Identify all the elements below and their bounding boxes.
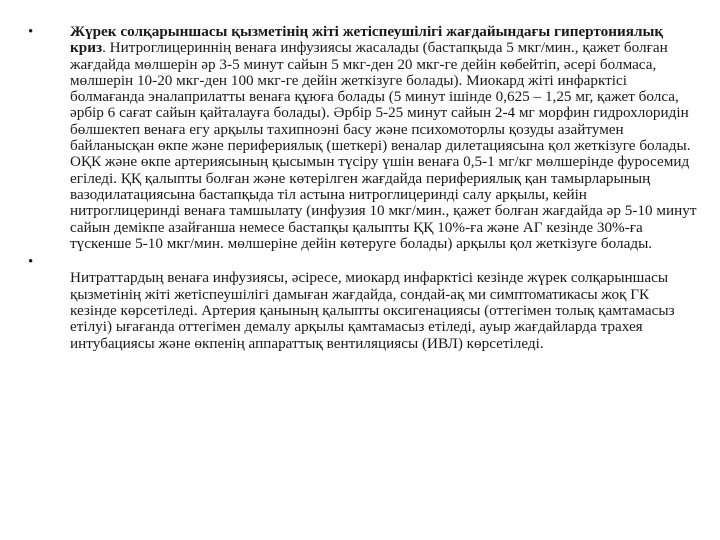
bullet-item-nitrates xyxy=(28,254,698,352)
bullet-bold-lead: Жүрек солқарыншасы қызметінің жіті жетіспеушілігі жағдайындағы гипертониялық криз xyxy=(70,23,664,57)
bullet-marker: • xyxy=(28,254,34,271)
bullet-item-hypertensive-crisis xyxy=(28,24,698,252)
bullet-text: . Нитроглицериннің венаға инфузиясы жасалады (бастапқыда 5 мкг/мин., қажет болған жағдайда мөлшерін әр 3-5 минут сайын 5 мкг-ден 20 мкг-ге дейін көбейтіп, әсері болмаса, мөлшерін 10-20 мкг-ден 100 мкг-ге дейін жеткізуге болады). Миокард жіті инфарктісі болмағанда эналаприлатты венаға құюға болады (5 минут ішінде 0,625 – 1,25 мг, қажет болса, әрбір 6 сағат сайын қайталауға болады). Әрбір 5-25 минут сайын 2-4 мг морфин гидрохлоридін бөлшектеп венаға егу арқылы тахипноэні басу және психомоторлы қозуды азайтумен байланысқан өкпе және перифериялық (шеткері) веналар дилетациясына қол жеткізуге болады. ОҚК және өкпе артериясының қысымын түсіру үшін венаға 0,5-1 мг/кг мөлшерінде фуросемид егіледі. ҚҚ қалыпты болған және көтерілген жағдайда перифериялық қан тамырларының вазодилатациясына бастапқыда тіл астына нитроглицеринді салу арқылы, кейін нитроглицеринді венаға тамшылату (инфузия 10 мкг/мин., қажет болған жағдайда әр 5-10 минут сайын демікпе азайғанша немесе бастапқы қалыпты ҚҚ 10%-ға және АГ кезінде 30%-ға түскенше 5-10 мкг/мин. мөлшеріне дейін көтеруге болады) арқылы қол жеткізуге болады. xyxy=(70,39,697,252)
bullet-marker: • xyxy=(28,24,34,40)
bullet-list xyxy=(28,24,698,352)
bullet-text: Нитраттардың венаға инфузиясы, әсіресе, миокард инфарктісі кезінде жүрек солқарыншасы қызметінің жіті жетіспеушілігі дамыған жағдайда, сондай-ақ ми симптоматикасы жоқ ГК кезінде көрсетіледі. Артерия қанының қалыпты оксигенациясы (оттегімен толық қамтамасыз етілуі) ығағанда оттегімен демалу арқылы қамтамасыз етіледі, ауыр жағдайларда трахея интубациясы және өкпенің аппараттық вентиляциясы (ИВЛ) көрсетіледі. xyxy=(70,269,675,352)
bullet-spacer xyxy=(70,254,698,270)
